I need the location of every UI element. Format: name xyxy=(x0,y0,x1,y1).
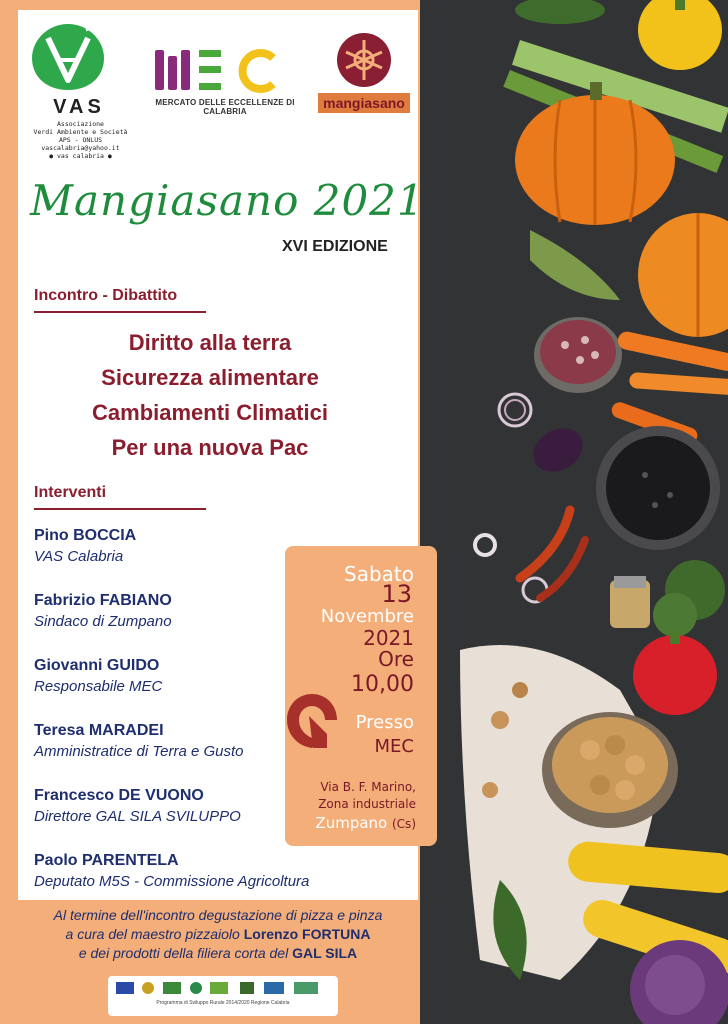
vas-line2: Verdi Ambiente e Società xyxy=(33,128,128,136)
vas-line1: Associazione xyxy=(57,120,104,128)
mec-logo-icon xyxy=(155,46,285,96)
vegetables-illustration xyxy=(420,0,728,1024)
speaker-role: Amministratice di Terra e Gusto xyxy=(34,743,244,760)
interventi-rule xyxy=(34,508,206,510)
speaker-role: Responsabile MEC xyxy=(34,678,163,695)
speaker-name: Giovanni GUIDO xyxy=(34,657,160,674)
interventi-heading: Interventi xyxy=(34,484,107,501)
facebook-icon: ● xyxy=(49,152,58,160)
topic-3: Cambiamenti Climatici xyxy=(92,400,328,425)
speaker-role: Deputato M5S - Commissione Agricoltura xyxy=(34,873,310,890)
footer-note xyxy=(18,906,418,963)
event-month: Novembre xyxy=(320,606,414,627)
footer-line-2 xyxy=(18,925,418,944)
vegetables-photo xyxy=(420,0,728,1024)
footer-line-2-text: a cura del maestro pizzaiolo xyxy=(65,926,244,942)
vas-email: vascalabria@yahoo.it xyxy=(41,144,120,152)
vas-social-text: vas calabria xyxy=(57,152,104,160)
mangiasano-logo-icon xyxy=(336,32,392,88)
event-address-1: Via B. F. Marino, xyxy=(320,780,416,794)
speaker-name: Francesco DE VUONO xyxy=(34,787,204,804)
event-day: Sabato xyxy=(344,562,414,586)
speaker-role: VAS Calabria xyxy=(34,548,124,565)
page-title: Mangiasano 2021 xyxy=(30,176,425,225)
event-city-line xyxy=(290,814,416,832)
event-date: 13 xyxy=(381,580,412,608)
speaker-role: Sindaco di Zumpano xyxy=(34,613,172,630)
sponsor-program-text: Programma di Sviluppo Rurale 2014/2020 Regione Calabria xyxy=(156,1000,290,1006)
vas-info xyxy=(28,120,133,160)
footer-line-3 xyxy=(18,944,418,963)
event-city: Zumpano xyxy=(315,814,388,832)
topic-2: Sicurezza alimentare xyxy=(101,365,319,390)
pizzaiolo-name: Lorenzo FORTUNA xyxy=(243,926,371,942)
vas-social xyxy=(28,152,133,160)
incontro-heading: Incontro - Dibattito xyxy=(34,287,178,304)
facebook-icon-end: ● xyxy=(103,152,112,160)
speaker-role: Direttore GAL SILA SVILUPPO xyxy=(34,808,241,825)
footer-line-3-text: e dei prodotti della filiera corta del xyxy=(78,945,293,961)
edition-label: XVI EDIZIONE xyxy=(282,238,388,255)
mec-caption: MERCATO DELLE ECCELLENZE DI CALABRIA xyxy=(155,98,295,116)
topic-1: Diritto alla terra xyxy=(128,330,292,355)
speaker-name: Fabrizio FABIANO xyxy=(34,592,172,609)
speaker-name: Teresa MARADEI xyxy=(34,722,164,739)
vas-line3: APS - ONLUS xyxy=(58,136,103,144)
event-province: (Cs) xyxy=(392,817,416,831)
event-ore: Ore xyxy=(378,647,414,671)
event-time: 10,00 xyxy=(351,672,414,697)
vas-name: VAS xyxy=(53,96,105,118)
topic-4: Per una nuova Pac xyxy=(111,435,309,460)
event-address-2: Zona industriale xyxy=(318,797,416,811)
incontro-rule xyxy=(34,311,206,313)
event-venue: MEC xyxy=(374,736,414,757)
vas-logo-icon xyxy=(28,20,108,94)
speaker-name: Pino BOCCIA xyxy=(34,527,137,544)
sponsor-logos-icon xyxy=(108,976,338,1000)
event-presso: Presso xyxy=(355,712,414,733)
gal-name: GAL SILA xyxy=(292,945,358,961)
speaker-name: Paolo PARENTELA xyxy=(34,852,179,869)
event-year: 2021 xyxy=(363,626,414,650)
footer-line-1: Al termine dell'incontro degustazione di pizza e pinza xyxy=(53,907,383,923)
sponsor-logos-strip xyxy=(108,976,338,1016)
mangiasano-logo-text: mangiasano xyxy=(318,93,410,113)
